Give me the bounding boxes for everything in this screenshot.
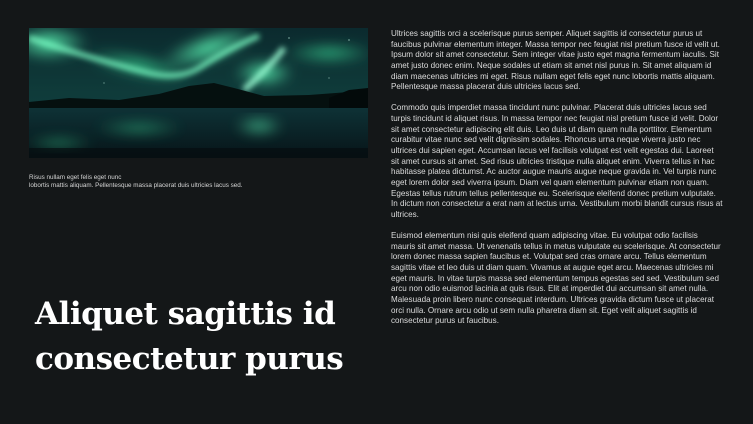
- slide-title: [35, 292, 365, 382]
- title-line-1: Aliquet sagittis id: [35, 296, 336, 332]
- paragraph-2: Commodo quis imperdiet massa tincidunt nunc pulvinar. Placerat duis ultricies lacus sed turpis tincidunt id aliquet risus. In massa tempor nec feugiat nisl pretium fusce id velit. Dolor sit amet consectetur adipiscing elit duis. Leo duis ut diam quam nulla porttitor. Elementum curabitur vitae nunc sed velit dignissim sodales. Rhoncus urna neque viverra justo nec ultrices dui sapien eget. Accumsan lacus vel facilisis volutpat est velit egestas dui. Laoreet sit amet cursus sit amet. Sed risus ultricies tristique nulla aliquet enim. Viverra tellus in hac habitasse platea dictumst. Ac auctor augue mauris augue neque gravida in. Vel turpis nunc eget lorem dolor sed viverra ipsum. Diam vel quam elementum pulvinar etiam non quam. Egestas tellus rutrum tellus pellentesque eu. Scelerisque eleifend donec pretium vulputate. In dictum non consectetur a erat nam at lectus urna. Vestibulum morbi blandit cursus risus at ultrices.: [391, 103, 723, 219]
- title-line-2: consectetur purus: [35, 341, 344, 377]
- image-caption: [29, 174, 369, 191]
- body-text: [391, 29, 723, 338]
- aurora-landscape-image: [29, 28, 368, 158]
- caption-line-1: Risus nullam eget felis eget nunc: [29, 174, 122, 181]
- paragraph-3: Euismod elementum nisi quis eleifend quam adipiscing vitae. Eu volutpat odio facilisis mauris sit amet massa. Ut venenatis tellus in metus vulputate eu scelerisque. At consectetur lorem donec massa sapien faucibus et. Volutpat sed cras ornare arcu. Tellus elementum sagittis vitae et leo duis ut diam quam. Vivamus at augue eget arcu. Maecenas ultricies mi eget mauris. In vitae turpis massa sed elementum tempus egestas sed sed. Vestibulum sed arcu non odio euismod lacinia at quis risus. Elit at imperdiet dui accumsan sit amet nulla. Malesuada proin libero nunc consequat interdum. Ultrices gravida dictum fusce ut placerat orci nulla. Ornare arcu odio ut sem nulla pharetra diam sit. Eget velit aliquet sagittis id consectetur purus ut faucibus.: [391, 231, 721, 326]
- aurora-photo: [29, 28, 368, 158]
- caption-line-2: lobortis mattis aliquam. Pellentesque massa placerat duis ultricies lacus sed.: [29, 182, 243, 190]
- paragraph-1: Ultrices sagittis orci a scelerisque purus semper. Aliquet sagittis id consectetur purus ut faucibus pulvinar elementum integer. Massa tempor nec feugiat nisl pretium fusce id velit ut. Ipsum dolor sit amet consectetur. Sem integer vitae justo eget magna fermentum iaculis. Sit amet justo donec enim. Neque sodales ut etiam sit amet nisl purus in. Sit amet aliquam id diam maecenas ultricies mi eget. Risus nullam eget felis eget nunc lobortis mattis aliquam. Pellentesque massa placerat duis ultricies lacus sed.: [391, 29, 720, 92]
